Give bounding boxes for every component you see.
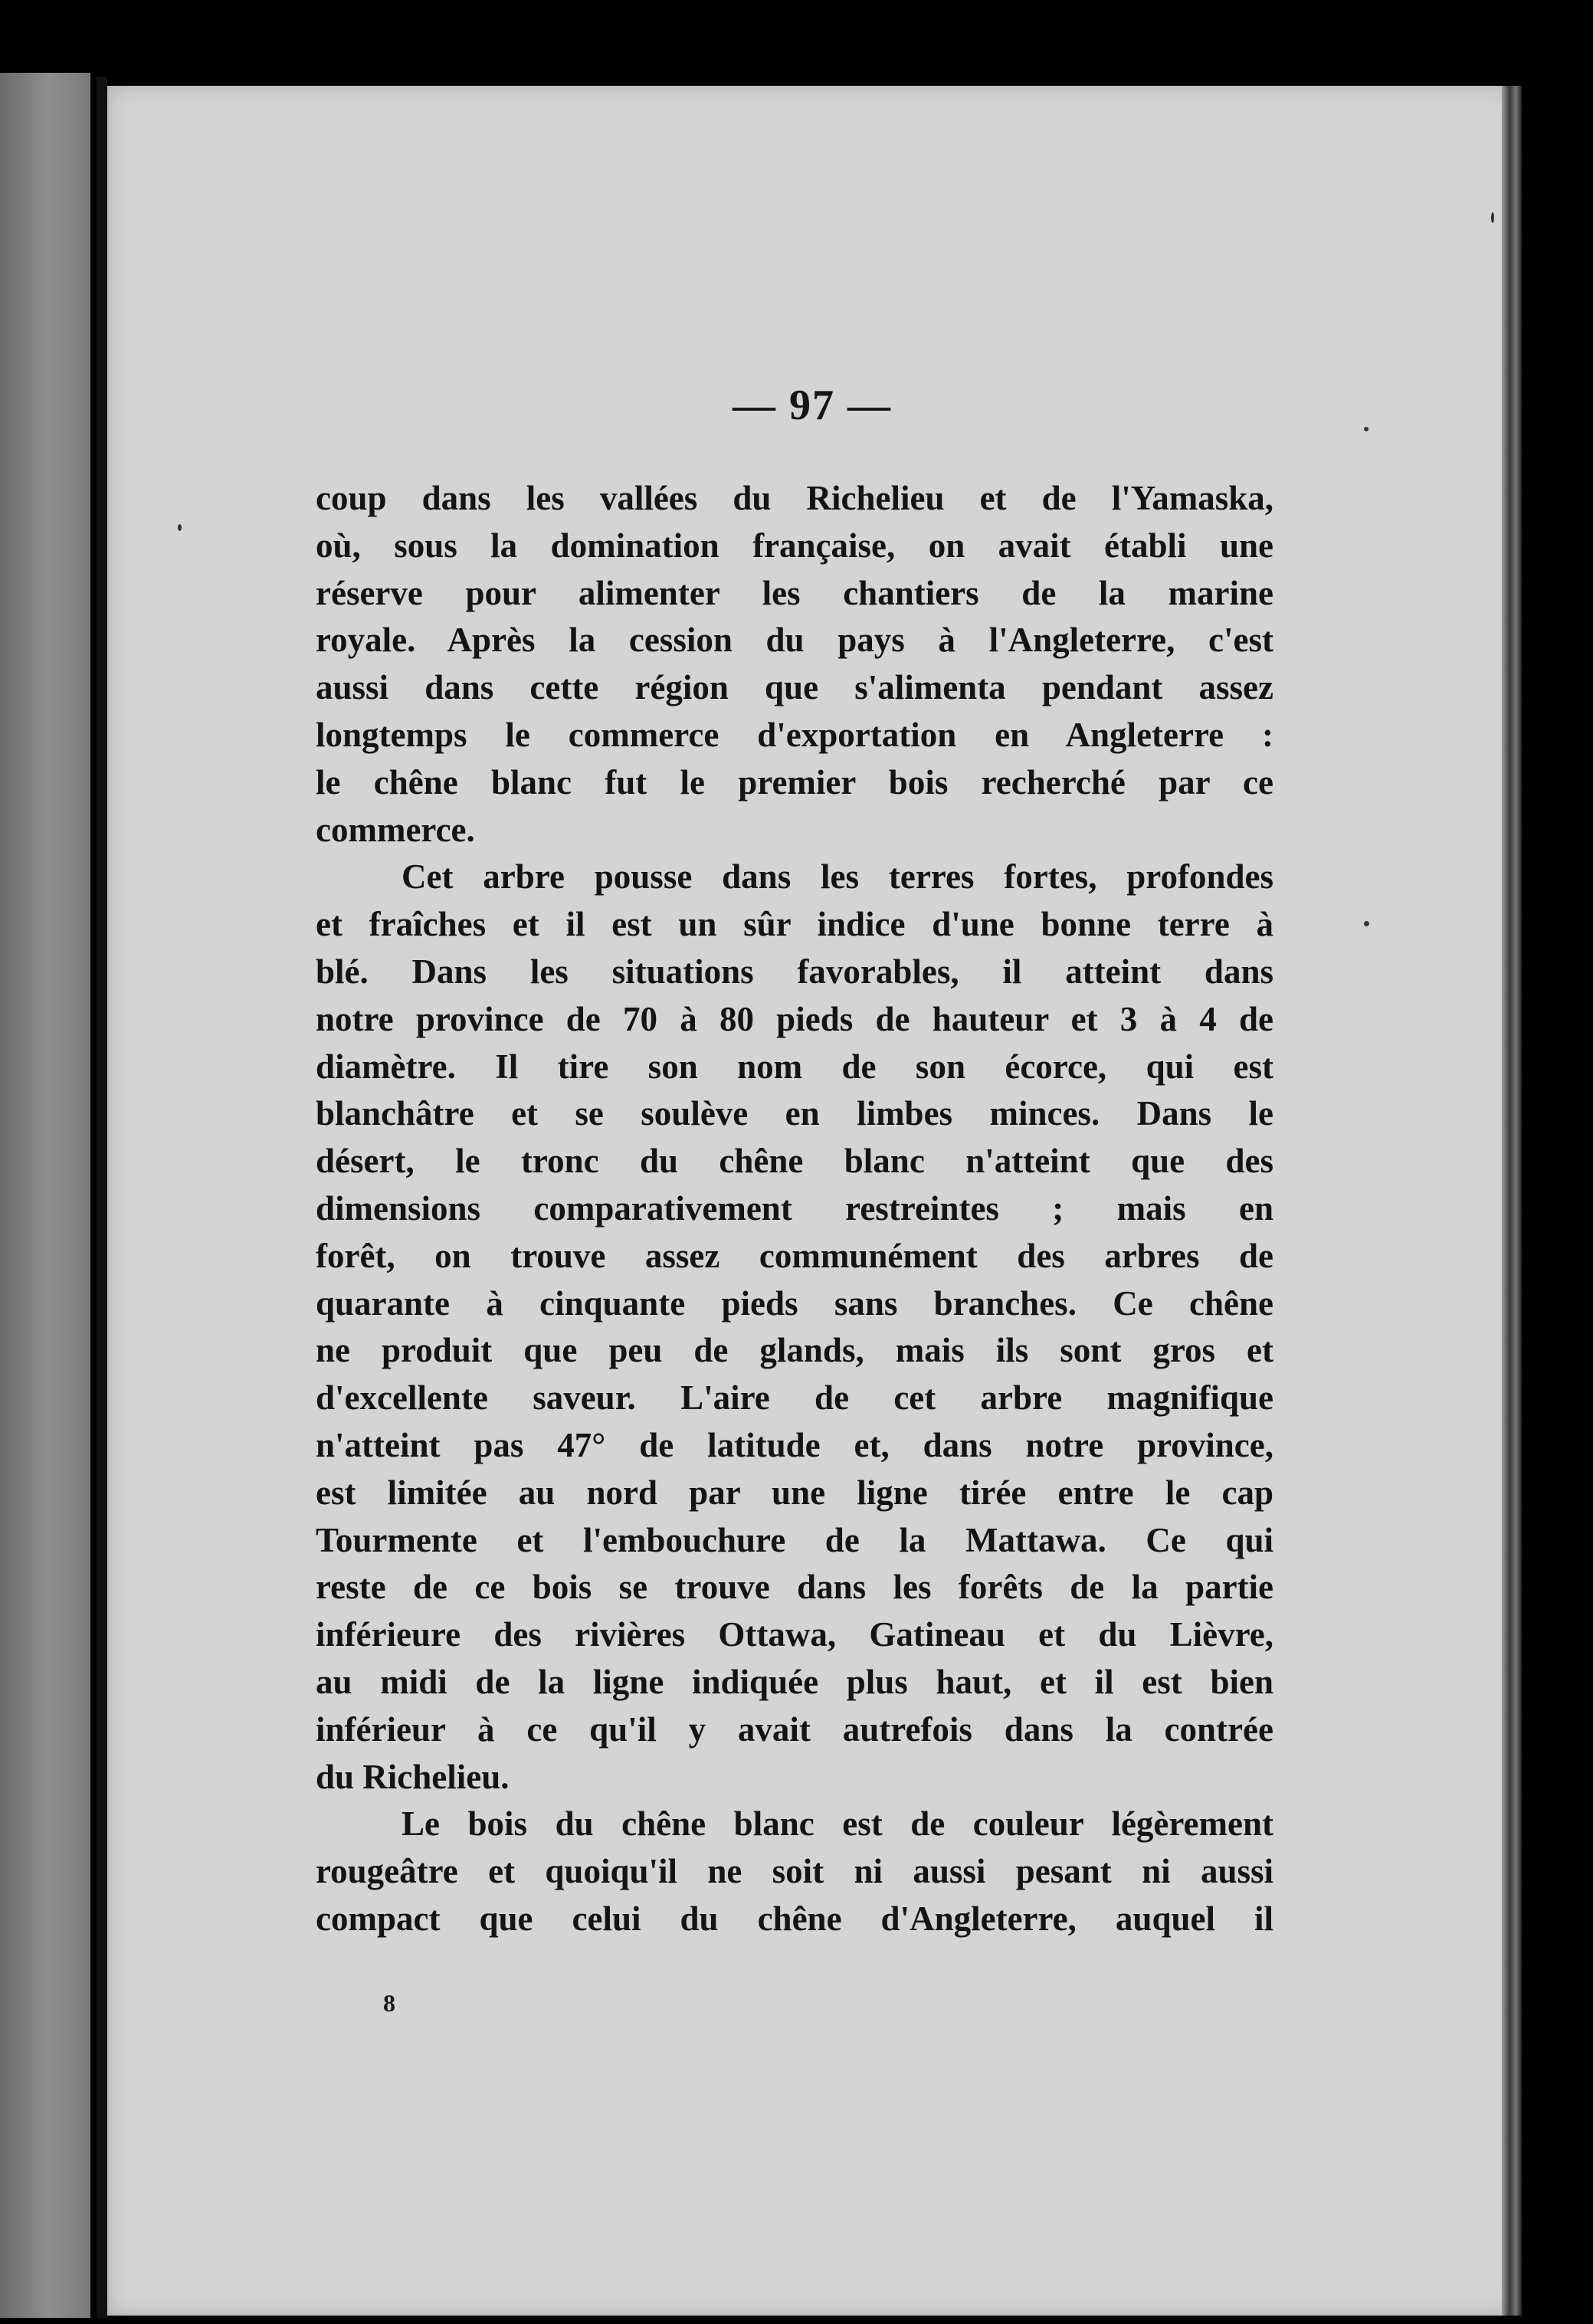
paragraph-start: Le bois du chêne blanc est de couleur légèrement	[402, 1804, 1273, 1844]
text-line: est limitée au nord par une ligne tirée entre le cap	[316, 1473, 1273, 1512]
text-line: où, sous la domination française, on avait établi une	[316, 526, 1273, 565]
text-line: royale. Après la cession du pays à l'Angleterre, c'est	[316, 621, 1273, 660]
page-edge-shadow	[1502, 86, 1522, 2316]
text-line: blé. Dans les situations favorables, il atteint dans	[316, 952, 1273, 991]
text-line: inférieure des rivières Ottawa, Gatineau et du Lièvre,	[316, 1615, 1273, 1654]
text-line: désert, le tronc du chêne blanc n'atteint que des	[316, 1142, 1273, 1181]
text-line: notre province de 70 à 80 pieds de hauteur et 3 à 4 de	[316, 999, 1273, 1038]
text-line: quarante à cinquante pieds sans branches. Ce chêne	[316, 1283, 1273, 1323]
dust-speck	[178, 524, 182, 531]
text-line: rougeâtre et quoiqu'il ne soit ni aussi pesant ni aussi	[316, 1852, 1273, 1891]
text-line: coup dans les vallées du Richelieu et de l'Yamaska,	[316, 479, 1273, 517]
page-number: — 97 —	[733, 382, 892, 429]
text-line: diamètre. Il tire son nom de son écorce, qui est	[316, 1047, 1273, 1086]
text-line: forêt, on trouve assez communément des arbres de	[316, 1236, 1273, 1275]
book-gutter	[97, 77, 107, 2318]
text-line: longtemps le commerce d'exportation en Angleterre :	[316, 715, 1273, 754]
dust-speck	[1491, 212, 1494, 223]
text-line: ne produit que peu de glands, mais ils sont gros et	[316, 1331, 1273, 1370]
body-text	[316, 475, 1273, 1943]
dust-speck	[1364, 427, 1368, 431]
text-line: inférieur à ce qu'il y avait autrefois dans la contrée	[316, 1709, 1273, 1749]
text-line: réserve pour alimenter les chantiers de la marine	[316, 573, 1273, 612]
dust-speck	[1364, 921, 1369, 926]
text-line: du Richelieu.	[316, 1757, 510, 1796]
text-line: d'excellente saveur. L'aire de cet arbre magnifique	[316, 1378, 1273, 1418]
book-page	[107, 86, 1517, 2316]
printer-signature-mark: 8	[383, 1989, 395, 2017]
text-line: commerce.	[316, 810, 475, 849]
paragraph-start: Cet arbre pousse dans les terres fortes, profondes	[402, 857, 1273, 896]
text-line: le chêne blanc fut le premier bois recherché par ce	[316, 762, 1273, 801]
text-line: au midi de la ligne indiquée plus haut, et il est bien	[316, 1662, 1273, 1701]
text-line: compact que celui du chêne d'Angleterre, auquel il	[316, 1899, 1273, 1938]
text-line: et fraîches et il est un sûr indice d'une bonne terre à	[316, 905, 1273, 944]
adjacent-page-edge	[0, 73, 90, 2318]
text-line: Tourmente et l'embouchure de la Mattawa. Ce qui	[316, 1520, 1273, 1559]
text-line: aussi dans cette région que s'alimenta pendant assez	[316, 668, 1273, 707]
text-line: blanchâtre et se soulève en limbes minces. Dans le	[316, 1094, 1273, 1133]
text-line: reste de ce bois se trouve dans les forêts de la partie	[316, 1568, 1273, 1607]
text-line: n'atteint pas 47° de latitude et, dans notre province,	[316, 1425, 1273, 1464]
text-line: dimensions comparativement restreintes ; mais en	[316, 1188, 1273, 1228]
